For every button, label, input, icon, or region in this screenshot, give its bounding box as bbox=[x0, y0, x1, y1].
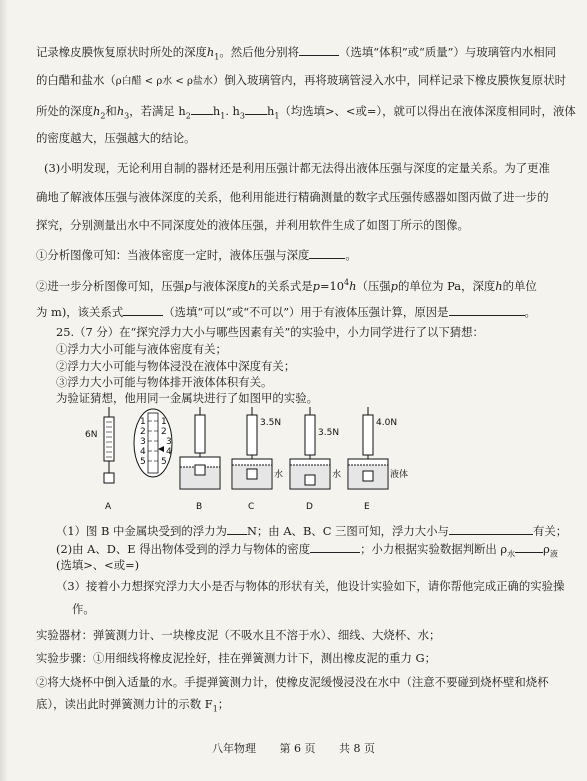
reading-d: 3.5N bbox=[318, 428, 340, 438]
svg-text:4: 4 bbox=[166, 447, 172, 457]
page-footer bbox=[0, 740, 587, 756]
text-line: 确地了解液体压强与液体深度的关系，他利用能进行精确测量的数字式压强传感器如图丙做了进一步的 bbox=[36, 190, 549, 204]
text-line: (3)小明发现，无论利用自制的器材还是利用压强计都无法得出液体压强与深度的定量关系。为了更准 bbox=[44, 161, 550, 175]
question-title: 25.（7 分）在“探究浮力大小与哪些因素有关”的实验中，小力同学进行了以下猜想： bbox=[56, 325, 484, 339]
label-c: C bbox=[248, 502, 255, 512]
text-line: （1）图 B 中金属块受到的浮力为 N；由 A、B、C 三图可知，浮力大小与 有关； bbox=[56, 524, 568, 538]
text-line: （3）接着小力想探究浮力大小是否与物体的形状有关，他设计实验如下，请你帮他完成正确的实验操 bbox=[56, 579, 565, 593]
label-a: A bbox=[105, 502, 112, 512]
reading-c: 3.5N bbox=[260, 418, 282, 428]
text-line: ②进一步分析图像可知，压强p与液体深度h的关系式是$p=10^4h$（压强p的单位为 Pa，深度h的单位 bbox=[36, 278, 537, 293]
figure-b bbox=[180, 407, 220, 512]
magnified-scale bbox=[134, 409, 172, 477]
footer-page: 第 6 页 bbox=[279, 742, 316, 755]
text-line: 实验步骤：①用细线将橡皮泥拴好，挂在弹簧测力计下，测出橡皮泥的重力 G； bbox=[36, 651, 437, 665]
svg-text:1: 1 bbox=[161, 417, 167, 427]
guess-item: ①浮力大小可能与液体密度有关； bbox=[56, 342, 227, 356]
blank-field[interactable] bbox=[310, 541, 360, 553]
svg-text:3: 3 bbox=[140, 437, 146, 447]
svg-text:2: 2 bbox=[161, 427, 167, 437]
svg-text:5: 5 bbox=[161, 457, 167, 467]
label-liquid-e: 液体 bbox=[390, 470, 409, 480]
text-line: (选填>、<或=) bbox=[56, 558, 140, 572]
svg-text:1: 1 bbox=[140, 417, 146, 427]
figure-e bbox=[348, 407, 408, 512]
text-line: 的密度越大，压强越大的结论。 bbox=[36, 131, 196, 145]
text-line: 探究，分别测量出水中不同深度处的液体压强，并利用软件生成了如图丁所示的图像。 bbox=[36, 218, 469, 232]
figure-a bbox=[85, 407, 114, 512]
svg-text:3: 3 bbox=[166, 437, 172, 447]
blank-field[interactable] bbox=[191, 103, 213, 115]
guess-item: ③浮力大小可能与物体排开液体体积有关。 bbox=[56, 375, 273, 389]
blank-field[interactable] bbox=[515, 541, 543, 553]
page-edge-shadow bbox=[0, 0, 8, 781]
blank-field[interactable] bbox=[449, 523, 533, 535]
instruction-line: 为验证猜想，他用同一金属块进行了如图甲的实验。 bbox=[56, 391, 318, 405]
text-line: 记录橡皮膜恢复原状时所处的深度$h_1$。然后他分别将 （选填“体积”或“质量”）与玻璃管内水相同 bbox=[36, 45, 556, 62]
text-line: ①分析图像可知：当液体密度一定时，液体压强与深度 。 bbox=[36, 248, 357, 262]
text-line: 的白醋和盐水（ρ白醋 < ρ水 < ρ盐水）倒入玻璃管内，再将玻璃管浸入水中，同样记录下橡皮膜恢复原状时 bbox=[36, 73, 566, 87]
label-water-d: 水 bbox=[332, 470, 342, 480]
label-d: D bbox=[306, 502, 313, 512]
svg-text:5: 5 bbox=[140, 457, 146, 467]
reading-a: 6N bbox=[85, 430, 98, 440]
experiment-figure bbox=[78, 405, 498, 515]
label-water-c: 水 bbox=[274, 470, 284, 480]
blank-field[interactable] bbox=[245, 103, 267, 115]
blank-field[interactable] bbox=[227, 523, 247, 535]
footer-total: 共 8 页 bbox=[339, 742, 375, 755]
text-line: 底），读出此时弹簧测力计的示数 $F_1$； bbox=[36, 697, 230, 714]
blank-field[interactable] bbox=[449, 304, 525, 316]
text-line: 实验器材：弹簧测力计、一块橡皮泥（不吸水且不溶于水）、细线、大烧杯、水； bbox=[36, 628, 441, 642]
figure-d bbox=[290, 407, 341, 512]
blank-field[interactable] bbox=[123, 304, 163, 316]
reading-e: 4.0N bbox=[376, 418, 398, 428]
text-line: 作。 bbox=[72, 602, 95, 616]
svg-text:4: 4 bbox=[140, 447, 146, 457]
text-line: 所处的深度$h_2$和$h_3$，若满足 $h_2$ $h_1$. $h_3$ $h_1$（均选填>、<或=），就可以得出在液体深度相同时，液体 bbox=[36, 104, 576, 121]
text-line: ②将大烧杯中倒入适量的水。手提弹簧测力计，使橡皮泥缓慢浸没在水中（注意不要碰到烧杯壁和烧杯 bbox=[36, 675, 549, 689]
footer-subject: 八年物理 bbox=[212, 742, 256, 755]
text-line: (2)由 A、D、E 得出物体受到的浮力与物体的密度 ；小力根据实验数据判断出 $\rho_水$ $\rho_液$ bbox=[56, 542, 558, 559]
text-line: 为 m)，该关系式 （选填“可以”或“不可以”）用于有液体压强计算，原因是 。 bbox=[36, 305, 536, 319]
guess-item: ②浮力大小可能与物体浸没在液体中深度有关； bbox=[56, 359, 296, 373]
blank-field[interactable] bbox=[309, 247, 345, 259]
blank-field[interactable] bbox=[299, 44, 339, 56]
label-e: E bbox=[364, 502, 370, 512]
figure-c bbox=[232, 407, 283, 512]
svg-text:2: 2 bbox=[140, 427, 146, 437]
label-b: B bbox=[196, 502, 203, 512]
